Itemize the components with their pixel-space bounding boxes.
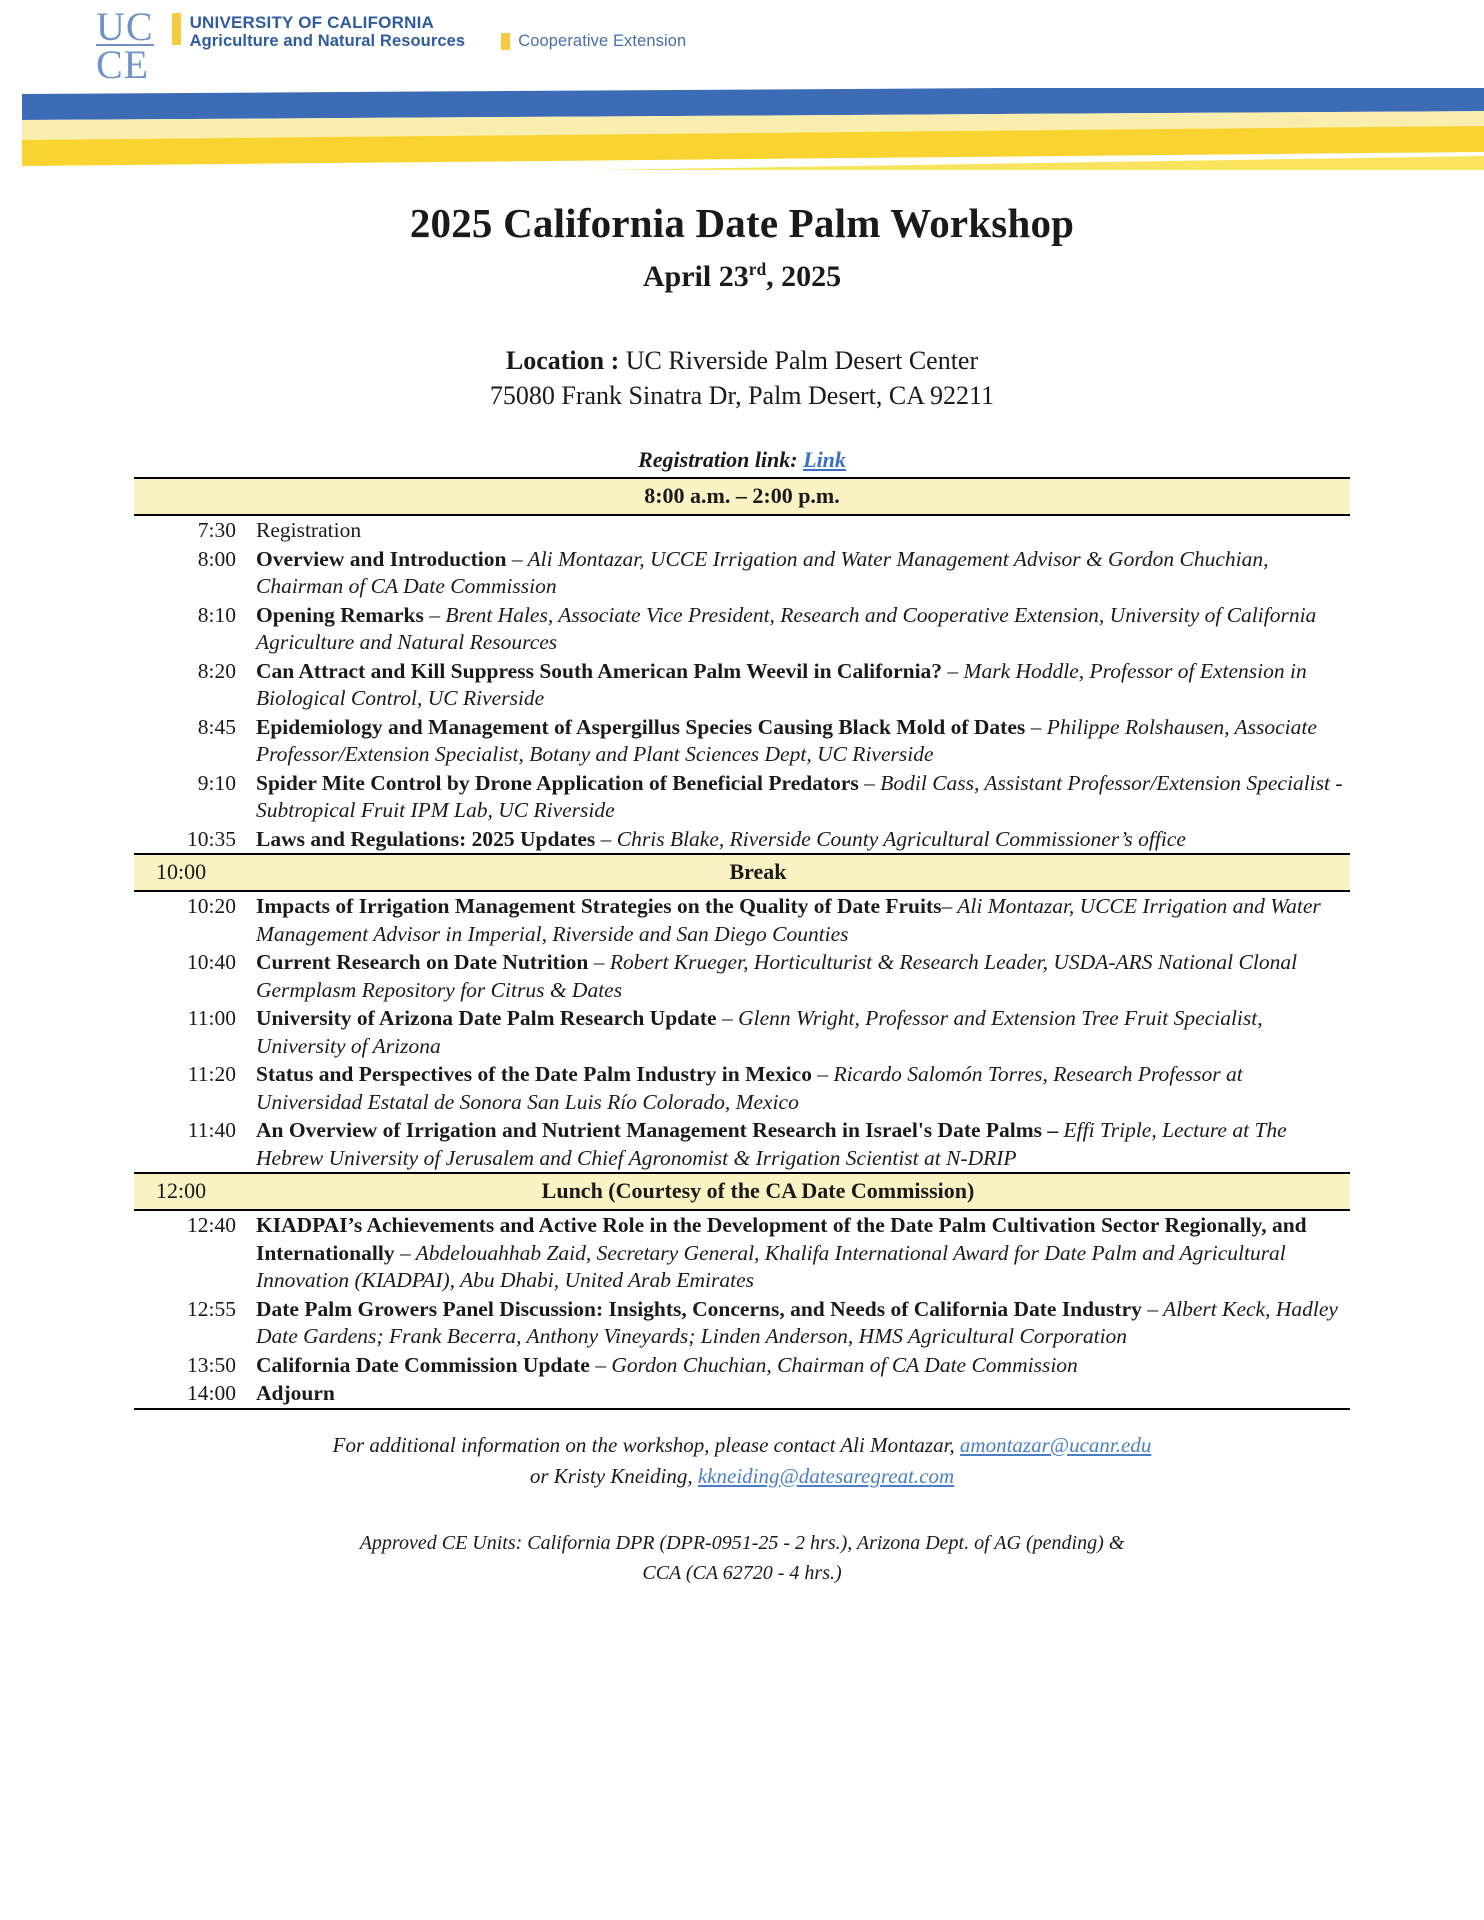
- row-time: 10:40: [187, 950, 236, 974]
- table-row: [134, 1379, 1350, 1409]
- row-title: Current Research on Date Nutrition: [255, 950, 589, 974]
- cooperative-extension-block: [501, 0, 686, 51]
- row-speaker: – Albert Keck, Hadley Date Gardens; Frank Becerra, Anthony Vineyards; Linden Anderson, HMS Agricultural Corporation: [255, 1296, 1338, 1348]
- row-time: 8:00: [197, 546, 236, 571]
- event-date-ordinal: rd: [748, 259, 767, 279]
- lunch-label: Lunch (Courtesy of the CA Date Commission): [256, 1173, 1350, 1210]
- row-content: [256, 1210, 1350, 1295]
- row-time: 10:20: [187, 894, 236, 918]
- row-content: [256, 1060, 1350, 1116]
- row-title: Can Attract and Kill Suppress South American Palm Weevil in California?: [255, 658, 943, 683]
- location-venue-line: [0, 343, 1484, 378]
- break-time: 10:00: [134, 854, 256, 891]
- ce-units-line-2: CCA (CA 62720 - 4 hrs.): [642, 1561, 842, 1584]
- ce-units-line-1: Approved CE Units: California DPR (DPR-0951-25 - 2 hrs.), Arizona Dept. of AG (pending) &: [359, 1531, 1125, 1554]
- row-content: [256, 1295, 1350, 1351]
- row-content: [256, 1116, 1350, 1173]
- table-row: [134, 657, 1350, 713]
- break-banner-row: [134, 854, 1350, 891]
- row-speaker: – Chris Blake, Riverside County Agricultural Commissioner’s office: [595, 826, 1186, 851]
- table-row: [134, 515, 1350, 545]
- wordmark-university-line: UNIVERSITY OF CALIFORNIA: [189, 13, 434, 32]
- row-content: [256, 515, 1350, 545]
- event-date-suffix: , 2025: [766, 260, 842, 293]
- row-title: Adjourn: [255, 1381, 335, 1405]
- registration-block: [0, 447, 1484, 473]
- row-speaker: – Ali Montazar, UCCE Irrigation and Water Management Advisor in Imperial, Riverside and San Diego Counties: [255, 894, 1321, 946]
- break-label: Break: [256, 854, 1350, 891]
- row-time: 12:40: [187, 1213, 236, 1237]
- email-link-kneiding[interactable]: kkneiding@datesaregreat.com: [697, 1463, 955, 1488]
- row-speaker: – Glenn Wright, Professor and Extension Tree Fruit Specialist, University of Arizona: [255, 1006, 1263, 1058]
- row-speaker: – Ali Montazar, UCCE Irrigation and Water Management Advisor & Gordon Chuchian, Chairman of CA Date Commission: [255, 546, 1269, 598]
- event-date: [0, 249, 1484, 297]
- row-title: California Date Commission Update: [255, 1352, 590, 1377]
- schedule-table: [134, 477, 1350, 1416]
- row-title: Date Palm Growers Panel Discussion: Insights, Concerns, and Needs of California Date Industry: [255, 1296, 1142, 1321]
- row-title: Opening Remarks: [255, 602, 424, 627]
- row-content: [256, 948, 1350, 1004]
- title-block: [0, 198, 1484, 297]
- table-row: [134, 825, 1350, 855]
- row-title: Impacts of Irrigation Management Strategies on the Quality of Date Fruits: [255, 894, 942, 918]
- ucce-logo-mark: [96, 0, 154, 87]
- page-title: 2025 California Date Palm Workshop: [409, 200, 1075, 246]
- gold-tick-small-icon: [501, 33, 510, 50]
- email-link-montazar[interactable]: amontazar@ucanr.edu: [959, 1432, 1152, 1457]
- ucce-logo-ce: CE: [96, 42, 150, 87]
- row-content: [256, 713, 1350, 769]
- table-row: [134, 1116, 1350, 1173]
- row-speaker: – Abdelouahhab Zaid, Secretary General, Khalifa International Award for Date Palm and Agricultural Innovation (KIADPAI), Abu Dhabi, United Arab Emirates: [255, 1240, 1286, 1292]
- location-block: [0, 343, 1484, 413]
- table-row: [134, 1060, 1350, 1116]
- row-speaker: Effi Triple, Lecture at The Hebrew University of Jerusalem and Chief Agronomist & Irrigation Scientist at N-DRIP: [255, 1118, 1287, 1170]
- row-time: 7:30: [197, 518, 236, 542]
- schedule-hours-banner: [134, 478, 1350, 515]
- contact-text-2: or Kristy Kneiding,: [529, 1463, 698, 1488]
- table-row: [134, 1004, 1350, 1060]
- row-content: [256, 657, 1350, 713]
- row-title: Epidemiology and Management of Aspergillus Species Causing Black Mold of Dates: [255, 714, 1026, 739]
- row-content: [256, 1004, 1350, 1060]
- row-title: KIADPAI’s Achievements and Active Role in the Development of the Date Palm Cultivation Sector Regionally, and Internationally: [255, 1213, 1307, 1265]
- location-address: 75080 Frank Sinatra Dr, Palm Desert, CA 92211: [489, 381, 995, 410]
- row-time: 12:55: [187, 1296, 236, 1321]
- lunch-banner-row: [134, 1173, 1350, 1210]
- row-time: 11:20: [187, 1062, 236, 1086]
- row-time: 13:50: [187, 1352, 236, 1377]
- brand-header: [0, 0, 1484, 88]
- table-row: [134, 891, 1350, 948]
- row-speaker: – Robert Krueger, Horticulturist & Research Leader, USDA-ARS National Clonal Germplasm Repository for Citrus & Dates: [255, 950, 1298, 1002]
- row-title: An Overview of Irrigation and Nutrient Management Research in Israel's Date Palms –: [255, 1118, 1059, 1142]
- row-time: 8:10: [197, 602, 236, 627]
- row-speaker: – Gordon Chuchian, Chairman of CA Date Commission: [589, 1352, 1078, 1377]
- row-time: 11:40: [187, 1118, 236, 1142]
- row-time: 8:45: [197, 714, 236, 739]
- row-speaker: – Philippe Rolshausen, Associate Professor/Extension Specialist, Botany and Plant Sciences Dept, UC Riverside: [255, 714, 1317, 766]
- row-content: [256, 825, 1350, 855]
- row-content: [256, 601, 1350, 657]
- row-time: 9:10: [197, 770, 236, 795]
- row-speaker: – Mark Hoddle, Professor of Extension in Biological Control, UC Riverside: [255, 658, 1307, 710]
- contact-line-2: [0, 1461, 1484, 1492]
- table-row: [134, 713, 1350, 769]
- row-content: [256, 769, 1350, 825]
- gold-tick-icon: [172, 13, 181, 45]
- location-venue: UC Riverside Palm Desert Center: [619, 346, 979, 375]
- schedule-hours-label: 8:00 a.m. – 2:00 p.m.: [134, 478, 1350, 515]
- table-row: [134, 601, 1350, 657]
- table-row: [134, 1210, 1350, 1295]
- row-title: Status and Perspectives of the Date Palm Industry in Mexico: [255, 1062, 812, 1086]
- contact-footer: [0, 1430, 1484, 1492]
- table-row: [134, 1351, 1350, 1380]
- row-speaker: – Bodil Cass, Assistant Professor/Extension Specialist - Subtropical Fruit IPM Lab, UC Riverside: [255, 770, 1343, 822]
- row-title: Overview and Introduction: [255, 546, 507, 571]
- contact-line-1: [0, 1430, 1484, 1461]
- row-time: 10:35: [187, 826, 236, 851]
- cooperative-extension-label: Cooperative Extension: [518, 32, 687, 50]
- row-title: Spider Mite Control by Drone Application of Beneficial Predators: [255, 770, 859, 795]
- wordmark-anr-line: Agriculture and Natural Resources: [189, 32, 466, 50]
- row-time: 14:00: [187, 1381, 236, 1405]
- row-speaker: – Brent Hales, Associate Vice President, Research and Cooperative Extension, University of California Agriculture and Natural Resources: [255, 602, 1317, 654]
- row-speaker: – Ricardo Salomón Torres, Research Professor at Universidad Estatal de Sonora San Luis Río Colorado, Mexico: [255, 1062, 1243, 1114]
- ucce-logo-uc: UC: [96, 4, 154, 49]
- decorative-color-bands: [0, 88, 1484, 170]
- location-label: Location :: [505, 346, 620, 375]
- row-title: Laws and Regulations: 2025 Updates: [255, 826, 596, 851]
- row-time: 8:20: [197, 658, 236, 683]
- table-row: [134, 769, 1350, 825]
- registration-label: Registration link:: [638, 447, 798, 472]
- ce-units-block: [0, 1528, 1484, 1588]
- row-title: University of Arizona Date Palm Research Update: [255, 1006, 717, 1030]
- uc-anr-wordmark: [172, 0, 466, 51]
- row-title: Registration: [255, 518, 362, 542]
- table-row: [134, 948, 1350, 1004]
- lunch-time: 12:00: [134, 1173, 256, 1210]
- row-content: [256, 891, 1350, 948]
- contact-text-1: For additional information on the workshop, please contact Ali Montazar,: [332, 1432, 960, 1457]
- row-content: [256, 1351, 1350, 1380]
- event-date-prefix: April 23: [642, 260, 749, 293]
- row-content: [256, 545, 1350, 601]
- table-row: [134, 545, 1350, 601]
- schedule-bottom-rule: [134, 1409, 1350, 1416]
- row-content: [256, 1379, 1350, 1409]
- row-time: 11:00: [187, 1006, 236, 1030]
- table-row: [134, 1295, 1350, 1351]
- registration-link[interactable]: Link: [803, 447, 846, 472]
